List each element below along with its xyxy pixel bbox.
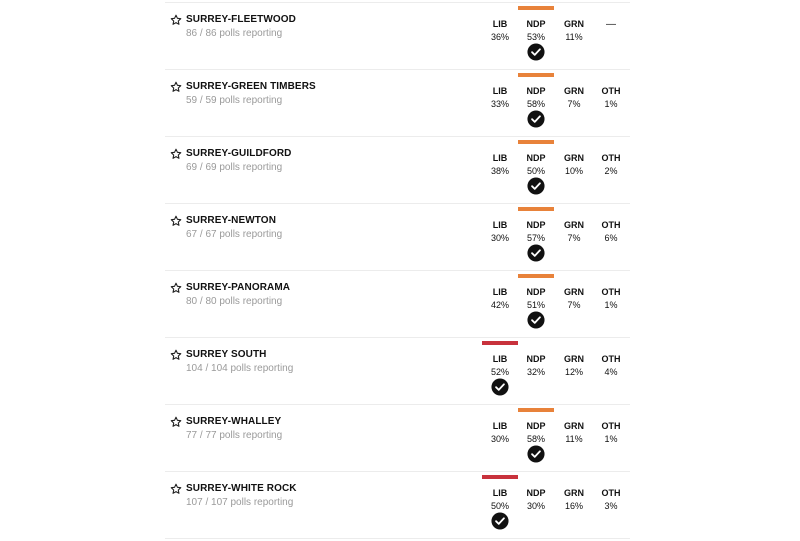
winner-check-icon [527, 43, 545, 61]
riding-name[interactable]: SURREY-NEWTON [186, 215, 277, 226]
party-label-oth: OTH [601, 354, 621, 364]
winner-check-icon [491, 512, 509, 530]
winner-bar [482, 341, 518, 345]
party-label-ndp: NDP [526, 287, 546, 297]
party-label-lib: LIB [492, 220, 508, 230]
party-pct-oth: — [606, 19, 616, 30]
riding-row[interactable] [165, 69, 630, 136]
party-label-lib: LIB [492, 488, 508, 498]
party-pct-ndp: 30% [526, 501, 545, 511]
party-label-grn: GRN [564, 354, 584, 364]
winner-check-icon [491, 378, 509, 396]
riding-name[interactable]: SURREY-WHALLEY [186, 416, 282, 427]
party-label-ndp: NDP [526, 488, 546, 498]
party-pct-grn: 16% [564, 501, 583, 511]
polls-reporting: 104 / 104 polls reporting [186, 363, 294, 374]
party-pct-ndp: 58% [526, 99, 545, 109]
riding-row[interactable] [165, 2, 630, 69]
party-pct-lib: 36% [490, 32, 509, 42]
polls-reporting: 80 / 80 polls reporting [186, 296, 283, 307]
winner-check-icon [527, 311, 545, 329]
party-label-grn: GRN [564, 488, 584, 498]
riding-row[interactable] [165, 203, 630, 270]
party-label-ndp: NDP [526, 19, 546, 29]
winner-check-icon [527, 445, 545, 463]
party-pct-grn: 11% [565, 32, 583, 42]
party-label-lib: LIB [492, 19, 508, 29]
party-pct-ndp: 50% [526, 166, 545, 176]
party-label-lib: LIB [492, 421, 508, 431]
riding-name[interactable]: SURREY-WHITE ROCK [186, 483, 297, 494]
winner-bar [518, 73, 554, 77]
star-icon[interactable] [170, 483, 182, 495]
party-pct-grn: 11% [565, 434, 583, 444]
winner-check-icon [527, 177, 545, 195]
party-pct-oth: 4% [604, 367, 618, 377]
riding-row[interactable] [165, 270, 630, 337]
riding-results-list [165, 2, 630, 539]
party-label-oth: OTH [601, 488, 621, 498]
party-label-ndp: NDP [526, 354, 546, 364]
riding-name[interactable]: SURREY SOUTH [186, 349, 267, 360]
party-label-lib: LIB [492, 354, 508, 364]
riding-name[interactable]: SURREY-PANORAMA [186, 282, 291, 293]
party-label-lib: LIB [492, 153, 508, 163]
riding-row[interactable] [165, 471, 630, 539]
party-pct-ndp: 58% [526, 434, 545, 444]
polls-reporting: 86 / 86 polls reporting [186, 28, 283, 39]
party-label-oth: OTH [601, 287, 621, 297]
star-icon[interactable] [170, 148, 182, 160]
polls-reporting: 67 / 67 polls reporting [186, 229, 283, 240]
party-pct-oth: 1% [604, 99, 618, 109]
party-pct-lib: 33% [490, 99, 509, 109]
winner-bar [482, 475, 518, 479]
party-pct-lib: 50% [490, 501, 509, 511]
party-pct-lib: 30% [490, 434, 509, 444]
party-label-grn: GRN [564, 86, 584, 96]
party-label-grn: GRN [564, 421, 584, 431]
party-label-grn: GRN [564, 287, 584, 297]
party-pct-lib: 30% [490, 233, 509, 243]
party-pct-ndp: 53% [526, 32, 545, 42]
winner-check-icon [527, 110, 545, 128]
riding-name[interactable]: SURREY-GUILDFORD [186, 148, 292, 159]
party-label-lib: LIB [492, 86, 508, 96]
party-pct-oth: 6% [604, 233, 618, 243]
polls-reporting: 69 / 69 polls reporting [186, 162, 283, 173]
winner-bar [518, 140, 554, 144]
party-label-ndp: NDP [526, 86, 546, 96]
riding-row[interactable] [165, 136, 630, 203]
party-label-ndp: NDP [526, 220, 546, 230]
party-label-grn: GRN [564, 220, 584, 230]
party-pct-grn: 7% [567, 99, 581, 109]
star-icon[interactable] [170, 416, 182, 428]
party-pct-grn: 10% [564, 166, 583, 176]
party-label-oth: OTH [601, 421, 621, 431]
winner-bar [518, 274, 554, 278]
party-label-oth: OTH [601, 86, 621, 96]
party-pct-oth: 2% [604, 166, 618, 176]
star-icon[interactable] [170, 282, 182, 294]
winner-bar [518, 207, 554, 211]
riding-name[interactable]: SURREY-GREEN TIMBERS [186, 81, 316, 92]
party-pct-oth: 1% [604, 300, 618, 310]
riding-row[interactable] [165, 404, 630, 471]
winner-bar [518, 408, 554, 412]
polls-reporting: 77 / 77 polls reporting [186, 430, 283, 441]
party-label-ndp: NDP [526, 153, 546, 163]
party-pct-lib: 52% [490, 367, 509, 377]
polls-reporting: 107 / 107 polls reporting [186, 497, 294, 508]
party-pct-lib: 42% [490, 300, 509, 310]
party-pct-ndp: 32% [526, 367, 545, 377]
polls-reporting: 59 / 59 polls reporting [186, 95, 283, 106]
winner-check-icon [527, 244, 545, 262]
party-label-lib: LIB [492, 287, 508, 297]
riding-row[interactable] [165, 337, 630, 404]
star-icon[interactable] [170, 14, 182, 26]
party-label-oth: OTH [601, 153, 621, 163]
party-label-grn: GRN [564, 153, 584, 163]
party-pct-oth: 3% [604, 501, 618, 511]
party-pct-lib: 38% [490, 166, 509, 176]
party-pct-oth: 1% [604, 434, 618, 444]
party-label-ndp: NDP [526, 421, 546, 431]
party-label-oth: OTH [601, 220, 621, 230]
star-icon[interactable] [170, 215, 182, 227]
party-pct-grn: 7% [567, 300, 581, 310]
star-icon[interactable] [170, 81, 182, 93]
party-label-grn: GRN [564, 19, 584, 29]
riding-name[interactable]: SURREY-FLEETWOOD [186, 14, 296, 25]
party-pct-ndp: 57% [526, 233, 545, 243]
party-pct-grn: 7% [567, 233, 581, 243]
winner-bar [518, 6, 554, 10]
star-icon[interactable] [170, 349, 182, 361]
party-pct-grn: 12% [564, 367, 583, 377]
party-pct-ndp: 51% [526, 300, 545, 310]
